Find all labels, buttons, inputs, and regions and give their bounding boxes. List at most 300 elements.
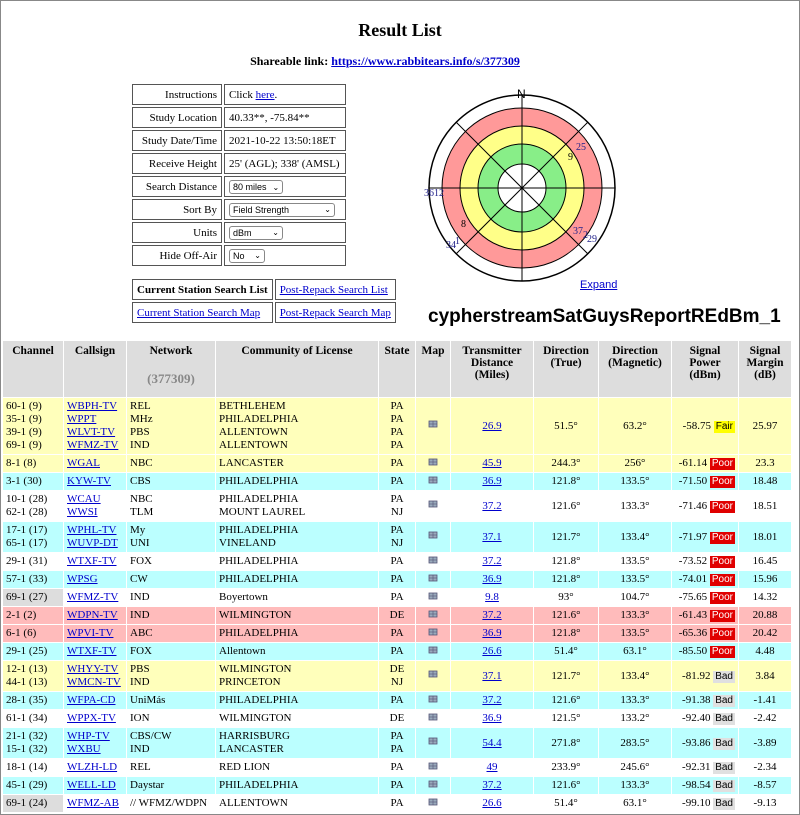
table-row [3,625,791,642]
state-cell [379,777,415,794]
map-icon[interactable] [428,573,438,583]
col-callsign[interactable]: Callsign [64,341,126,397]
map-cell [416,728,450,758]
state-value: PA [390,779,404,791]
map-cell [416,571,450,588]
channel-value: 35-1 (9) [6,413,42,425]
network-cell [127,473,215,490]
power-cell [672,491,738,521]
distance-cell [451,491,533,521]
network-cell [127,607,215,624]
map-icon[interactable] [428,591,438,601]
polar-label-1: 1 [455,236,460,247]
channel-cell [3,571,63,588]
callsign-link[interactable]: WXBU [67,743,101,755]
dir-mag-cell: 133.5° [599,571,671,588]
channel-cell [3,455,63,472]
network-cell [127,398,215,454]
map-icon[interactable] [428,499,438,509]
distance-link[interactable]: 37.1 [482,669,502,682]
distance-link[interactable]: 36.9 [482,475,502,487]
network-cell [127,661,215,691]
network-value: FOX [130,555,153,567]
callsign-link[interactable]: WTXF-TV [67,555,117,567]
callsign-link[interactable]: WGAL [67,457,100,469]
instructions-label: Instructions [132,84,222,105]
col-margin[interactable]: Signal Margin (dB) [739,341,791,397]
distance-cell [451,777,533,794]
callsign-link[interactable]: WUVP-DT [67,537,118,549]
margin-cell: -2.34 [739,759,791,776]
status-badge: Bad [715,762,733,773]
channel-value: 45-1 (29) [6,779,48,791]
state-cell [379,553,415,570]
table-row [3,455,791,472]
map-icon[interactable] [428,779,438,789]
callsign-link[interactable]: WELL-LD [67,779,116,791]
table-row [3,589,791,606]
dir-mag-cell: 133.3° [599,692,671,709]
table-row [3,607,791,624]
distance-link[interactable]: 26.9 [482,419,502,432]
callsign-cell [64,473,126,490]
map-cell [416,491,450,521]
power-cell [672,710,738,727]
community-cell [216,553,378,570]
network-value: UNI [130,537,150,549]
channel-cell [3,692,63,709]
state-cell [379,643,415,660]
col-network[interactable] [127,341,215,397]
distance-cell [451,553,533,570]
distance-link[interactable]: 37.2 [482,779,502,791]
col-dir-mag[interactable]: Direction (Magnetic) [599,341,671,397]
callsign-link[interactable]: WFMZ-TV [67,591,119,603]
table-row [3,661,791,691]
power-cell [672,728,738,758]
callsign-link[interactable]: WHP-TV [67,730,110,742]
distance-cell [451,728,533,758]
dir-mag-cell: 63.1° [599,643,671,660]
distance-cell [451,795,533,812]
map-icon[interactable] [428,555,438,565]
status-badge: Poor [711,610,733,621]
callsign-link[interactable]: WPSG [67,573,98,585]
community-value: Boyertown [219,591,268,603]
col-state[interactable]: State [379,341,415,397]
network-cell [127,692,215,709]
network-value: CBS [130,475,151,487]
network-cell [127,553,215,570]
state-cell [379,589,415,606]
community-value: ALLENTOWN [219,439,288,451]
dir-true-cell: 121.6° [534,491,598,521]
distance-cell [451,692,533,709]
network-value: CW [130,573,148,585]
callsign-cell [64,455,126,472]
network-cell [127,522,215,552]
network-value: IND [130,609,150,621]
study-datetime-label: Study Date/Time [132,130,222,151]
margin-cell: -1.41 [739,692,791,709]
map-icon[interactable] [428,669,438,679]
units-label: Units [132,222,222,243]
callsign-link[interactable]: WBPH-TV [67,400,118,412]
map-cell [416,607,450,624]
table-row [3,710,791,727]
dir-mag-cell: 133.3° [599,491,671,521]
sort-by-select[interactable] [229,203,335,217]
col-channel[interactable]: Channel [3,341,63,397]
community-value: PRINCETON [219,676,281,688]
distance-link[interactable]: 37.2 [482,609,502,621]
margin-cell: 18.01 [739,522,791,552]
network-value: FOX [130,645,153,657]
status-badge: Bad [715,670,733,682]
polar-label-37: 37 [573,226,583,237]
polar-plot [424,86,624,286]
tab-current-map-cell [132,302,273,323]
callsign-link[interactable]: WPHL-TV [67,524,117,536]
channel-value: 69-1 (27) [6,591,48,603]
receive-height-label: Receive Height [132,153,222,174]
dir-true-cell: 51.4° [534,795,598,812]
units-select[interactable] [229,226,283,240]
network-cell [127,643,215,660]
channel-value: 28-1 (35) [6,694,48,706]
map-icon[interactable] [428,694,438,704]
community-cell [216,728,378,758]
status-badge: Poor [711,556,733,567]
distance-link[interactable]: 37.2 [482,694,502,706]
distance-cell [451,607,533,624]
dir-true-cell: 121.6° [534,777,598,794]
map-icon[interactable] [428,712,438,722]
hide-offair-select[interactable] [229,249,265,263]
community-cell [216,777,378,794]
state-value: NJ [390,506,404,518]
callsign-link[interactable]: WTXF-TV [67,645,117,657]
network-value: TLM [130,506,154,518]
tab-post-repack-list-cell [275,279,396,300]
community-value: ALLENTOWN [219,426,288,438]
map-icon[interactable] [428,530,438,540]
callsign-cell [64,661,126,691]
power-cell [672,553,738,570]
callsign-link[interactable]: WFMZ-TV [67,439,119,451]
svg-text:N: N [517,87,526,101]
tab-post-repack-map-cell [275,302,396,323]
dir-mag-cell: 133.3° [599,777,671,794]
distance-link[interactable]: 36.9 [482,712,502,724]
dir-true-cell: 51.5° [534,398,598,454]
callsign-link[interactable]: WFPA-CD [67,694,116,706]
community-value: HARRISBURG [219,730,290,742]
dir-mag-cell: 104.7° [599,589,671,606]
map-cell [416,643,450,660]
map-cell [416,661,450,691]
instructions-pre: Click [229,88,256,101]
community-value: WILMINGTON [219,712,292,724]
distance-link[interactable]: 37.2 [482,555,502,567]
power-cell [672,625,738,642]
polar-label-25: 25 [576,142,586,153]
map-icon[interactable] [428,609,438,619]
receive-height-value: 25' (AGL); 338' (AMSL) [224,153,346,174]
callsign-cell [64,710,126,727]
community-value: MOUNT LAUREL [219,506,306,518]
status-badge: Fair [715,420,733,432]
community-value: PHILADELPHIA [219,524,299,536]
network-cell [127,571,215,588]
tab-post-repack-map[interactable]: Post-Repack Search Map [279,306,391,319]
dir-mag-cell: 133.4° [599,661,671,691]
power-value: -73.52 [678,555,710,567]
state-value: NJ [390,676,404,688]
col-distance[interactable]: Transmitter Distance (Miles) [451,341,533,397]
shareable-link-row [0,54,770,69]
table-row [3,553,791,570]
state-cell [379,491,415,521]
state-value: PA [390,493,404,505]
search-distance-select[interactable] [229,180,283,194]
margin-cell: 15.96 [739,571,791,588]
channel-cell [3,398,63,454]
state-value: PA [390,524,404,536]
network-cell [127,491,215,521]
map-cell [416,692,450,709]
col-community[interactable]: Community of License [216,341,378,397]
margin-cell: 23.3 [739,455,791,472]
callsign-link[interactable]: WLZH-LD [67,761,118,773]
channel-cell [3,795,63,812]
callsign-link[interactable]: WDPN-TV [67,609,118,621]
callsign-link[interactable]: WWSI [67,506,98,518]
col-map: Map [416,341,450,397]
dir-mag-cell: 133.2° [599,710,671,727]
margin-cell: -8.57 [739,777,791,794]
sort-by-cell [224,199,346,220]
dir-mag-cell: 256° [599,455,671,472]
power-value: -61.14 [678,457,710,469]
hide-offair-label: Hide Off-Air [132,245,222,266]
power-cell [672,777,738,794]
channel-value: 17-1 (17) [6,524,48,536]
callsign-link[interactable]: WLVT-TV [67,426,116,438]
col-dir-true[interactable]: Direction (True) [534,341,598,397]
channel-value: 62-1 (28) [6,506,48,518]
dir-mag-cell: 133.5° [599,553,671,570]
map-icon[interactable] [428,736,438,746]
network-value: IND [130,676,150,688]
tab-current-station-list[interactable]: Current Station Search List [132,279,273,300]
state-value: DE [389,712,405,724]
map-icon[interactable] [428,645,438,655]
channel-value: 18-1 (14) [6,761,48,773]
network-value: NBC [130,493,153,505]
state-value: PA [390,413,404,425]
callsign-link[interactable]: WPPT [67,413,97,425]
map-icon[interactable] [428,419,438,429]
network-value: REL [130,400,151,412]
state-cell [379,455,415,472]
status-badge: Bad [715,695,733,706]
network-value: IND [130,591,150,603]
channel-cell [3,522,63,552]
expand-link[interactable]: Expand [580,279,618,291]
state-cell [379,473,415,490]
dir-true-cell: 244.3° [534,455,598,472]
community-value: ALLENTOWN [219,797,288,809]
state-cell [379,728,415,758]
network-value: REL [130,761,151,773]
distance-link[interactable]: 45.9 [482,457,502,469]
tab-current-station-map[interactable]: Current Station Search Map [137,306,261,319]
network-value: My [130,524,146,536]
state-value: DE [389,609,405,621]
distance-link[interactable]: 26.6 [482,797,502,809]
status-badge: Poor [711,592,733,603]
shareable-link[interactable]: https://www.rabbitears.info/s/377309 [331,54,520,68]
status-badge: Poor [711,458,733,469]
state-cell [379,607,415,624]
distance-link[interactable]: 36.9 [482,573,502,585]
distance-link[interactable]: 37.1 [482,530,502,543]
table-row [3,759,791,776]
map-cell [416,455,450,472]
map-icon[interactable] [428,475,438,485]
channel-value: 3-1 (30) [6,475,42,487]
distance-link[interactable]: 49 [486,761,498,773]
distance-link[interactable]: 54.4 [482,736,502,749]
community-value: PHILADELPHIA [219,694,299,706]
margin-cell: -3.89 [739,728,791,758]
callsign-link[interactable]: WCAU [67,493,101,505]
margin-cell: 16.45 [739,553,791,570]
callsign-link[interactable]: WHYY-TV [67,663,119,675]
state-value: PA [390,400,404,412]
distance-cell [451,571,533,588]
dir-true-cell: 233.9° [534,759,598,776]
chevron-down-icon: ⌄ [324,204,331,214]
channel-cell [3,661,63,691]
power-cell [672,473,738,490]
state-cell [379,795,415,812]
status-badge: Bad [715,737,733,749]
state-value: PA [390,761,404,773]
distance-cell [451,589,533,606]
state-value: PA [390,555,404,567]
community-cell [216,625,378,642]
map-cell [416,625,450,642]
distance-link[interactable]: 26.6 [482,645,502,657]
community-value: PHILADELPHIA [219,573,299,585]
community-value: BETHLEHEM [219,400,286,412]
callsign-cell [64,692,126,709]
polar-label-29: 29 [587,234,597,245]
callsign-link[interactable]: WMCN-TV [67,676,121,688]
channel-value: 21-1 (32) [6,730,48,742]
distance-link[interactable]: 9.8 [485,591,499,603]
sort-by-value: Field Strength [233,204,290,215]
col-power[interactable]: Signal Power (dBm) [672,341,738,397]
units-value: dBm [233,227,252,238]
community-cell [216,661,378,691]
power-cell [672,522,738,552]
channel-value: 65-1 (17) [6,537,48,549]
channel-value: 60-1 (9) [6,400,42,412]
state-value: PA [390,730,404,742]
callsign-link[interactable]: WPPX-TV [67,712,116,724]
callsign-link[interactable]: WPVI-TV [67,627,114,639]
status-badge: Poor [711,628,733,639]
dir-true-cell: 121.6° [534,692,598,709]
network-value: // WFMZ/WDPN [130,797,208,809]
network-value: IND [130,439,150,451]
study-datetime-value: 2021-10-22 13:50:18ET [224,130,346,151]
margin-cell: 25.97 [739,398,791,454]
callsign-cell [64,553,126,570]
tab-post-repack-list[interactable]: Post-Repack Search List [279,283,388,296]
channel-cell [3,759,63,776]
map-icon[interactable] [428,797,438,807]
dir-mag-cell: 133.5° [599,473,671,490]
distance-cell [451,455,533,472]
distance-link[interactable]: 36.9 [482,627,502,639]
callsign-link[interactable]: KYW-TV [67,475,111,487]
power-value: -74.01 [678,573,710,585]
channel-cell [3,589,63,606]
community-cell [216,491,378,521]
power-value: -92.31 [682,761,714,773]
map-icon[interactable] [428,457,438,467]
channel-cell [3,777,63,794]
sort-by-label: Sort By [132,199,222,220]
dir-true-cell: 121.6° [534,607,598,624]
polar-label-3612: 3612 [424,188,444,199]
status-badge: Poor [711,531,733,543]
power-value: -99.10 [682,797,714,809]
map-icon[interactable] [428,761,438,771]
community-cell [216,643,378,660]
status-badge: Poor [711,574,733,585]
community-value: LANCASTER [219,743,284,755]
map-cell [416,473,450,490]
study-info-table [130,82,348,268]
state-value: PA [390,627,404,639]
map-icon[interactable] [428,627,438,637]
channel-value: 8-1 (8) [6,457,37,469]
map-cell [416,553,450,570]
network-value: NBC [130,457,153,469]
power-value: -71.46 [678,499,710,512]
dir-true-cell: 93° [534,589,598,606]
network-cell [127,795,215,812]
table-row [3,571,791,588]
instructions-post: . [274,88,278,101]
table-row [3,728,791,758]
power-cell [672,571,738,588]
dir-true-cell: 121.5° [534,710,598,727]
callsign-link[interactable]: WFMZ-AB [67,797,119,809]
state-cell [379,759,415,776]
state-value: PA [390,743,404,755]
map-cell [416,589,450,606]
margin-cell: 18.51 [739,491,791,521]
instructions-link[interactable]: here [255,88,275,101]
power-value: -61.43 [678,609,710,621]
distance-link[interactable]: 37.2 [482,499,502,512]
